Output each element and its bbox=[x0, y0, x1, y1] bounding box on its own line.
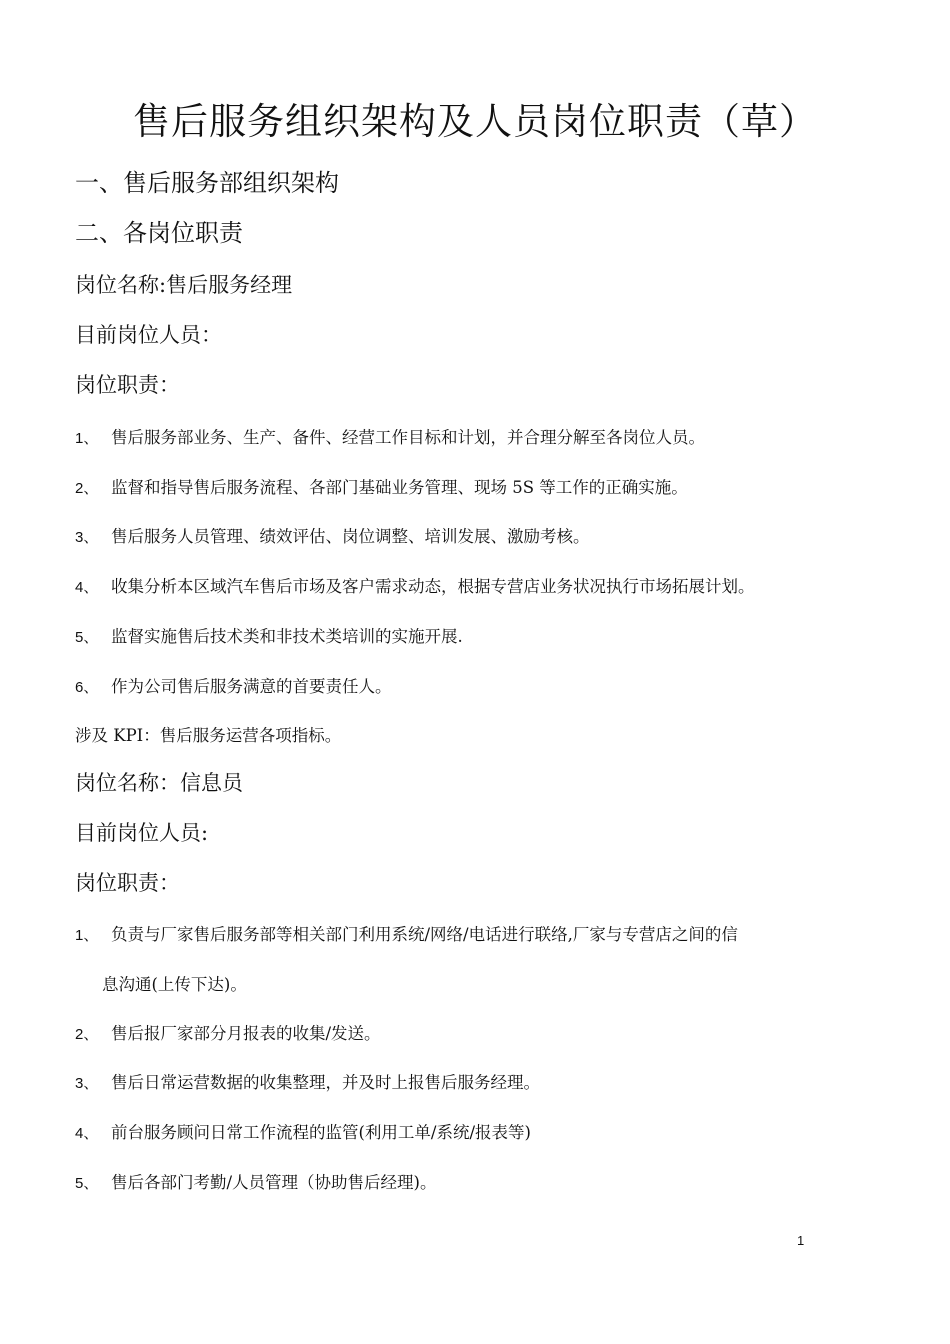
page-number: 1 bbox=[797, 1233, 805, 1248]
role1-duty-item bbox=[75, 574, 755, 601]
role1-duty-item bbox=[75, 624, 463, 651]
role2-duties-label: 岗位职责： bbox=[75, 871, 180, 895]
section-heading-duties: 二、各岗位职责 bbox=[75, 219, 243, 247]
list-text: 监督实施售后技术类和非技术类培训的实施开展. bbox=[111, 627, 463, 646]
role2-duty-item bbox=[75, 1170, 437, 1197]
list-number: 3、 bbox=[75, 529, 99, 546]
role1-duty-item bbox=[75, 674, 392, 701]
role1-duty-item bbox=[75, 475, 688, 502]
list-number: 5、 bbox=[75, 1175, 99, 1192]
role1-duty-item bbox=[75, 524, 590, 551]
list-number: 3、 bbox=[75, 1075, 99, 1092]
list-number: 6、 bbox=[75, 679, 99, 696]
role2-duty-item bbox=[75, 1120, 531, 1147]
role2-duty-continuation: 息沟通(上传下达)。 bbox=[102, 975, 247, 994]
list-text: 前台服务顾问日常工作流程的监管(利用工单/系统/报表等) bbox=[111, 1123, 531, 1142]
list-text: 售后各部门考勤/人员管理（协助售后经理)。 bbox=[111, 1173, 437, 1192]
list-number: 4、 bbox=[75, 579, 99, 596]
document-title: 售后服务组织架构及人员岗位职责（草） bbox=[133, 100, 817, 143]
list-number: 2、 bbox=[75, 480, 99, 497]
role1-staff: 目前岗位人员： bbox=[75, 323, 222, 347]
list-text: 售后服务部业务、生产、备件、经营工作目标和计划，并合理分解至各岗位人员。 bbox=[111, 428, 705, 447]
list-text: 监督和指导售后服务流程、各部门基础业务管理、现场 5S 等工作的正确实施。 bbox=[111, 478, 688, 497]
role2-staff: 目前岗位人员: bbox=[75, 821, 209, 845]
list-number: 4、 bbox=[75, 1125, 99, 1142]
role1-kpi: 涉及 KPI：售后服务运营各项指标。 bbox=[75, 726, 342, 745]
list-text: 作为公司售后服务满意的首要责任人。 bbox=[111, 677, 392, 696]
list-number: 5、 bbox=[75, 629, 99, 646]
list-text: 售后报厂家部分月报表的收集/发送。 bbox=[111, 1024, 381, 1043]
role1-name: 岗位名称:售后服务经理 bbox=[75, 273, 293, 297]
role2-duty-item bbox=[75, 1070, 540, 1097]
section-heading-org-structure: 一、售后服务部组织架构 bbox=[75, 169, 339, 197]
role1-duty-item bbox=[75, 425, 705, 452]
list-number: 1、 bbox=[75, 927, 99, 944]
list-text: 负责与厂家售后服务部等相关部门利用系统/网络/电话进行联络,厂家与专营店之间的信 bbox=[111, 925, 738, 944]
list-text: 售后服务人员管理、绩效评估、岗位调整、培训发展、激励考核。 bbox=[111, 527, 590, 546]
role2-duty-item bbox=[75, 1021, 381, 1048]
role1-duties-label: 岗位职责： bbox=[75, 373, 180, 397]
list-number: 2、 bbox=[75, 1026, 99, 1043]
list-number: 1、 bbox=[75, 430, 99, 447]
list-text: 售后日常运营数据的收集整理，并及时上报售后服务经理。 bbox=[111, 1073, 540, 1092]
role2-name: 岗位名称：信息员 bbox=[75, 771, 243, 795]
list-text: 收集分析本区域汽车售后市场及客户需求动态，根据专营店业务状况执行市场拓展计划。 bbox=[111, 577, 755, 596]
role2-duty-item bbox=[75, 922, 738, 949]
